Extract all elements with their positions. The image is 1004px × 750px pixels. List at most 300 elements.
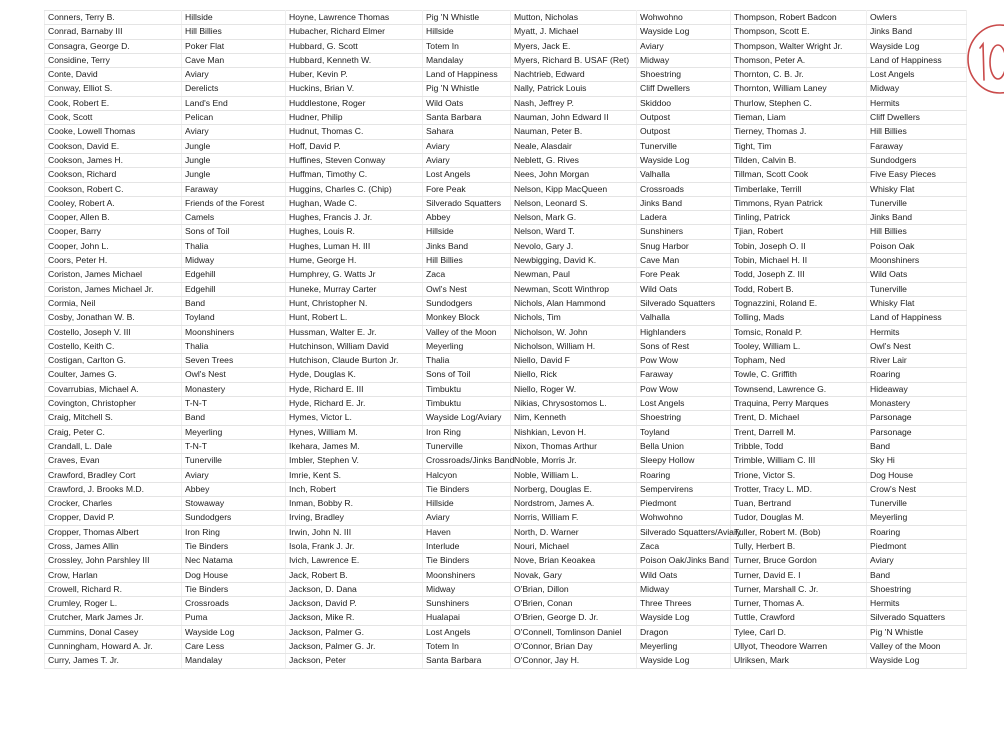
member-name-cell: Cooper, Barry bbox=[45, 225, 182, 239]
member-name-cell: Tribble, Todd bbox=[731, 439, 867, 453]
camp-cell: Tie Binders bbox=[182, 539, 286, 553]
member-name-cell: Cropper, Thomas Albert bbox=[45, 525, 182, 539]
member-name-cell: Niello, Rick bbox=[511, 368, 637, 382]
member-name-cell: Imbler, Stephen V. bbox=[286, 454, 423, 468]
member-name-cell: Nishkian, Levon H. bbox=[511, 425, 637, 439]
camp-cell: Piedmont bbox=[637, 497, 731, 511]
member-name-cell: Cooke, Lowell Thomas bbox=[45, 125, 182, 139]
member-name-cell: Jackson, David P. bbox=[286, 597, 423, 611]
member-name-cell: Hunt, Christopher N. bbox=[286, 296, 423, 310]
member-name-cell: Curry, James T. Jr. bbox=[45, 654, 182, 668]
handwritten-page-number bbox=[964, 18, 1004, 100]
table-row bbox=[45, 268, 967, 282]
table-row bbox=[45, 254, 967, 268]
table-row bbox=[45, 582, 967, 596]
camp-cell: Tunerville bbox=[867, 196, 967, 210]
camp-cell: Wayside Log bbox=[637, 25, 731, 39]
member-name-cell: Hussman, Walter E. Jr. bbox=[286, 325, 423, 339]
member-name-cell: Tudor, Douglas M. bbox=[731, 511, 867, 525]
camp-cell: Tie Binders bbox=[423, 554, 511, 568]
camp-cell: Abbey bbox=[182, 482, 286, 496]
table-row bbox=[45, 25, 967, 39]
camp-cell: Jungle bbox=[182, 168, 286, 182]
member-name-cell: Tierney, Thomas J. bbox=[731, 125, 867, 139]
camp-cell: Totem In bbox=[423, 640, 511, 654]
table-row bbox=[45, 625, 967, 639]
camp-cell: Lost Angels bbox=[637, 397, 731, 411]
member-name-cell: Hutchinson, William David bbox=[286, 339, 423, 353]
member-name-cell: Crowell, Richard R. bbox=[45, 582, 182, 596]
member-name-cell: Trent, Darrell M. bbox=[731, 425, 867, 439]
member-name-cell: Tobin, Joseph O. II bbox=[731, 239, 867, 253]
member-name-cell: Crossley, John Parshley III bbox=[45, 554, 182, 568]
member-name-cell: Hynes, William M. bbox=[286, 425, 423, 439]
member-name-cell: Tillman, Scott Cook bbox=[731, 168, 867, 182]
member-name-cell: Trione, Victor S. bbox=[731, 468, 867, 482]
member-name-cell: Crutcher, Mark James Jr. bbox=[45, 611, 182, 625]
member-name-cell: Cookson, Richard bbox=[45, 168, 182, 182]
member-name-cell: Tully, Herbert B. bbox=[731, 539, 867, 553]
camp-cell: Cave Man bbox=[182, 53, 286, 67]
camp-cell: Valhalla bbox=[637, 311, 731, 325]
camp-cell: Valhalla bbox=[637, 168, 731, 182]
member-name-cell: Thornton, William Laney bbox=[731, 82, 867, 96]
table-row bbox=[45, 168, 967, 182]
camp-cell: Hermits bbox=[867, 325, 967, 339]
member-name-cell: Coulter, James G. bbox=[45, 368, 182, 382]
member-name-cell: Nicholson, William H. bbox=[511, 339, 637, 353]
member-name-cell: Turner, Thomas A. bbox=[731, 597, 867, 611]
camp-cell: Tunerville bbox=[867, 282, 967, 296]
member-name-cell: Ikehara, James M. bbox=[286, 439, 423, 453]
camp-cell: Timbuktu bbox=[423, 397, 511, 411]
table-row bbox=[45, 411, 967, 425]
member-name-cell: Hubbard, G. Scott bbox=[286, 39, 423, 53]
table-row bbox=[45, 368, 967, 382]
camp-cell: Faraway bbox=[182, 182, 286, 196]
camp-cell: Wayside Log bbox=[867, 654, 967, 668]
member-name-cell: Trotter, Tracy L. MD. bbox=[731, 482, 867, 496]
member-name-cell: Nachtrieb, Edward bbox=[511, 68, 637, 82]
roster-table bbox=[44, 10, 967, 669]
camp-cell: Three Threes bbox=[637, 597, 731, 611]
member-name-cell: Newman, Scott Winthrop bbox=[511, 282, 637, 296]
member-name-cell: Hyde, Douglas K. bbox=[286, 368, 423, 382]
member-name-cell: Conrad, Barnaby III bbox=[45, 25, 182, 39]
table-row bbox=[45, 339, 967, 353]
member-name-cell: Thompson, Robert Badcon bbox=[731, 11, 867, 25]
camp-cell: Midway bbox=[637, 582, 731, 596]
member-name-cell: Tieman, Liam bbox=[731, 111, 867, 125]
member-name-cell: Newman, Paul bbox=[511, 268, 637, 282]
member-name-cell: Tuller, Robert M. (Bob) bbox=[731, 525, 867, 539]
camp-cell: Haven bbox=[423, 525, 511, 539]
camp-cell: Wild Oats bbox=[423, 96, 511, 110]
camp-cell: Wohwohno bbox=[637, 11, 731, 25]
member-name-cell: Jackson, Mike R. bbox=[286, 611, 423, 625]
member-name-cell: Turner, Bruce Gordon bbox=[731, 554, 867, 568]
member-name-cell: Jackson, D. Dana bbox=[286, 582, 423, 596]
camp-cell: Hillside bbox=[423, 497, 511, 511]
camp-cell: Dog House bbox=[182, 568, 286, 582]
camp-cell: Iron Ring bbox=[423, 425, 511, 439]
table-row bbox=[45, 439, 967, 453]
camp-cell: Aviary bbox=[637, 39, 731, 53]
camp-cell: Edgehill bbox=[182, 282, 286, 296]
member-name-cell: Nauman, John Edward II bbox=[511, 111, 637, 125]
member-name-cell: Norberg, Douglas E. bbox=[511, 482, 637, 496]
member-name-cell: Huneke, Murray Carter bbox=[286, 282, 423, 296]
camp-cell: Silverado Squatters bbox=[637, 296, 731, 310]
camp-cell: Thalia bbox=[182, 239, 286, 253]
camp-cell: Sleepy Hollow bbox=[637, 454, 731, 468]
camp-cell: Whisky Flat bbox=[867, 182, 967, 196]
table-row bbox=[45, 139, 967, 153]
table-row bbox=[45, 354, 967, 368]
camp-cell: Nec Natama bbox=[182, 554, 286, 568]
member-name-cell: Hudnut, Thomas C. bbox=[286, 125, 423, 139]
camp-cell: Band bbox=[182, 296, 286, 310]
camp-cell: Friends of the Forest bbox=[182, 196, 286, 210]
member-name-cell: Costello, Joseph V. III bbox=[45, 325, 182, 339]
camp-cell: Sky Hi bbox=[867, 454, 967, 468]
member-name-cell: Costello, Keith C. bbox=[45, 339, 182, 353]
table-row bbox=[45, 182, 967, 196]
member-name-cell: Noble, William L. bbox=[511, 468, 637, 482]
camp-cell: Faraway bbox=[637, 368, 731, 382]
member-name-cell: Jackson, Palmer G. bbox=[286, 625, 423, 639]
member-name-cell: Cookson, James H. bbox=[45, 153, 182, 167]
camp-cell: Mandalay bbox=[423, 53, 511, 67]
member-name-cell: Myers, Jack E. bbox=[511, 39, 637, 53]
camp-cell: Highlanders bbox=[637, 325, 731, 339]
camp-cell: Zaca bbox=[423, 268, 511, 282]
camp-cell: Sons of Toil bbox=[423, 368, 511, 382]
member-name-cell: Myatt, J. Michael bbox=[511, 25, 637, 39]
member-name-cell: Neblett, G. Rives bbox=[511, 153, 637, 167]
member-name-cell: Tolling, Mads bbox=[731, 311, 867, 325]
table-row bbox=[45, 568, 967, 582]
camp-cell: Sons of Rest bbox=[637, 339, 731, 353]
member-name-cell: Jackson, Peter bbox=[286, 654, 423, 668]
camp-cell: T-N-T bbox=[182, 397, 286, 411]
camp-cell: Santa Barbara bbox=[423, 654, 511, 668]
camp-cell: Hermits bbox=[867, 96, 967, 110]
table-row bbox=[45, 53, 967, 67]
member-name-cell: Ivich, Lawrence E. bbox=[286, 554, 423, 568]
member-name-cell: Jack, Robert B. bbox=[286, 568, 423, 582]
table-row bbox=[45, 554, 967, 568]
member-name-cell: Turner, Marshall C. Jr. bbox=[731, 582, 867, 596]
camp-cell: Dragon bbox=[637, 625, 731, 639]
camp-cell: Monastery bbox=[182, 382, 286, 396]
member-name-cell: Niello, Roger W. bbox=[511, 382, 637, 396]
camp-cell: Camels bbox=[182, 211, 286, 225]
camp-cell: Parsonage bbox=[867, 425, 967, 439]
member-name-cell: Tobin, Michael H. II bbox=[731, 254, 867, 268]
member-name-cell: Nordstrom, James A. bbox=[511, 497, 637, 511]
camp-cell: Santa Barbara bbox=[423, 111, 511, 125]
member-name-cell: Townsend, Lawrence G. bbox=[731, 382, 867, 396]
camp-cell: Silverado Squatters/Aviary bbox=[637, 525, 731, 539]
camp-cell: Pow Wow bbox=[637, 354, 731, 368]
member-name-cell: Craves, Evan bbox=[45, 454, 182, 468]
camp-cell: Wayside Log bbox=[182, 625, 286, 639]
camp-cell: Pow Wow bbox=[637, 382, 731, 396]
camp-cell: Sundodgers bbox=[867, 153, 967, 167]
camp-cell: Care Less bbox=[182, 640, 286, 654]
member-name-cell: O'Connell, Tomlinson Daniel bbox=[511, 625, 637, 639]
member-name-cell: Tognazzini, Roland E. bbox=[731, 296, 867, 310]
camp-cell: Midway bbox=[637, 53, 731, 67]
camp-cell: Wayside Log bbox=[637, 153, 731, 167]
table-row bbox=[45, 325, 967, 339]
camp-cell: Roaring bbox=[867, 368, 967, 382]
member-name-cell: Nove, Brian Keoakea bbox=[511, 554, 637, 568]
member-name-cell: Tuttle, Crawford bbox=[731, 611, 867, 625]
camp-cell: Derelicts bbox=[182, 82, 286, 96]
member-name-cell: Hyde, Richard E. III bbox=[286, 382, 423, 396]
member-name-cell: Nichols, Tim bbox=[511, 311, 637, 325]
table-row bbox=[45, 239, 967, 253]
member-name-cell: Cummins, Donal Casey bbox=[45, 625, 182, 639]
member-name-cell: Tomsic, Ronald P. bbox=[731, 325, 867, 339]
member-name-cell: Huffman, Timothy C. bbox=[286, 168, 423, 182]
member-name-cell: Nichols, Alan Hammond bbox=[511, 296, 637, 310]
member-name-cell: Covington, Christopher bbox=[45, 397, 182, 411]
camp-cell: Mandalay bbox=[182, 654, 286, 668]
camp-cell: Tunerville bbox=[867, 497, 967, 511]
member-name-cell: Hume, George H. bbox=[286, 254, 423, 268]
camp-cell: Owl's Nest bbox=[867, 339, 967, 353]
camp-cell: Pig 'N Whistle bbox=[423, 82, 511, 96]
table-row bbox=[45, 282, 967, 296]
table-row bbox=[45, 82, 967, 96]
camp-cell: Cave Man bbox=[637, 254, 731, 268]
member-name-cell: Nelson, Ward T. bbox=[511, 225, 637, 239]
camp-cell: Hill Billies bbox=[182, 25, 286, 39]
camp-cell: Seven Trees bbox=[182, 354, 286, 368]
member-name-cell: Nelson, Mark G. bbox=[511, 211, 637, 225]
table-row bbox=[45, 525, 967, 539]
camp-cell: Sons of Toil bbox=[182, 225, 286, 239]
camp-cell: Jinks Band bbox=[867, 211, 967, 225]
camp-cell: Wohwohno bbox=[637, 511, 731, 525]
table-row bbox=[45, 111, 967, 125]
member-name-cell: Hudner, Philip bbox=[286, 111, 423, 125]
table-row bbox=[45, 454, 967, 468]
camp-cell: Skiddoo bbox=[637, 96, 731, 110]
camp-cell: Lost Angels bbox=[867, 68, 967, 82]
camp-cell: Owlers bbox=[867, 11, 967, 25]
camp-cell: Hillside bbox=[423, 25, 511, 39]
member-name-cell: Huddlestone, Roger bbox=[286, 96, 423, 110]
member-name-cell: O'Connor, Jay H. bbox=[511, 654, 637, 668]
camp-cell: Silverado Squatters bbox=[867, 611, 967, 625]
camp-cell: Tie Binders bbox=[182, 582, 286, 596]
member-name-cell: Cooley, Robert A. bbox=[45, 196, 182, 210]
member-name-cell: Hyde, Richard E. Jr. bbox=[286, 397, 423, 411]
member-name-cell: Topham, Ned bbox=[731, 354, 867, 368]
member-name-cell: Nixon, Thomas Arthur bbox=[511, 439, 637, 453]
member-name-cell: Jackson, Palmer G. Jr. bbox=[286, 640, 423, 654]
camp-cell: Aviary bbox=[423, 511, 511, 525]
table-row bbox=[45, 96, 967, 110]
member-name-cell: Nauman, Peter B. bbox=[511, 125, 637, 139]
member-name-cell: Conte, David bbox=[45, 68, 182, 82]
member-name-cell: Cross, James Allin bbox=[45, 539, 182, 553]
member-name-cell: Nelson, Kipp MacQueen bbox=[511, 182, 637, 196]
member-name-cell: Timberlake, Terrill bbox=[731, 182, 867, 196]
member-name-cell: Norris, William F. bbox=[511, 511, 637, 525]
member-name-cell: Conway, Elliot S. bbox=[45, 82, 182, 96]
camp-cell: Fore Peak bbox=[637, 268, 731, 282]
table-row bbox=[45, 39, 967, 53]
camp-cell: Sunshiners bbox=[637, 225, 731, 239]
member-name-cell: Cunningham, Howard A. Jr. bbox=[45, 640, 182, 654]
camp-cell: Lost Angels bbox=[423, 625, 511, 639]
camp-cell: Hualapai bbox=[423, 611, 511, 625]
camp-cell: Thalia bbox=[182, 339, 286, 353]
camp-cell: Cliff Dwellers bbox=[867, 111, 967, 125]
table-row bbox=[45, 654, 967, 668]
member-name-cell: Huber, Kevin P. bbox=[286, 68, 423, 82]
camp-cell: Roaring bbox=[637, 468, 731, 482]
camp-cell: Silverado Squatters bbox=[423, 196, 511, 210]
camp-cell: Moonshiners bbox=[423, 568, 511, 582]
member-name-cell: Inman, Bobby R. bbox=[286, 497, 423, 511]
member-name-cell: Cooper, Allen B. bbox=[45, 211, 182, 225]
member-name-cell: Craig, Mitchell S. bbox=[45, 411, 182, 425]
camp-cell: Fore Peak bbox=[423, 182, 511, 196]
member-name-cell: Cookson, David E. bbox=[45, 139, 182, 153]
camp-cell: Whisky Flat bbox=[867, 296, 967, 310]
camp-cell: T-N-T bbox=[182, 439, 286, 453]
member-name-cell: Cookson, Robert C. bbox=[45, 182, 182, 196]
member-name-cell: Thomson, Peter A. bbox=[731, 53, 867, 67]
member-name-cell: Nouri, Michael bbox=[511, 539, 637, 553]
member-name-cell: Coriston, James Michael bbox=[45, 268, 182, 282]
member-name-cell: Nash, Jeffrey P. bbox=[511, 96, 637, 110]
member-name-cell: Hubbard, Kenneth W. bbox=[286, 53, 423, 67]
member-name-cell: Consagra, George D. bbox=[45, 39, 182, 53]
member-name-cell: Towle, C. Griffith bbox=[731, 368, 867, 382]
member-name-cell: O'Brien, George D. Jr. bbox=[511, 611, 637, 625]
camp-cell: Puma bbox=[182, 611, 286, 625]
member-name-cell: Imrie, Kent S. bbox=[286, 468, 423, 482]
camp-cell: Meyerling bbox=[637, 640, 731, 654]
camp-cell: Crow's Nest bbox=[867, 482, 967, 496]
member-name-cell: Nelson, Leonard S. bbox=[511, 196, 637, 210]
member-name-cell: Newbigging, David K. bbox=[511, 254, 637, 268]
camp-cell: Wayside Log bbox=[637, 611, 731, 625]
camp-cell: Crossroads/Jinks Band bbox=[423, 454, 511, 468]
camp-cell: Aviary bbox=[423, 153, 511, 167]
member-name-cell: Thurlow, Stephen C. bbox=[731, 96, 867, 110]
member-name-cell: Hughan, Wade C. bbox=[286, 196, 423, 210]
table-row bbox=[45, 482, 967, 496]
member-name-cell: Turner, David E. I bbox=[731, 568, 867, 582]
camp-cell: Ladera bbox=[637, 211, 731, 225]
camp-cell: Crossroads bbox=[182, 597, 286, 611]
camp-cell: Sempervirens bbox=[637, 482, 731, 496]
camp-cell: Land of Happiness bbox=[867, 311, 967, 325]
camp-cell: Band bbox=[867, 568, 967, 582]
member-name-cell: Huggins, Charles C. (Chip) bbox=[286, 182, 423, 196]
table-row bbox=[45, 311, 967, 325]
member-name-cell: Considine, Terry bbox=[45, 53, 182, 67]
camp-cell: Poison Oak bbox=[867, 239, 967, 253]
member-name-cell: Hunt, Robert L. bbox=[286, 311, 423, 325]
member-name-cell: Nicholson, W. John bbox=[511, 325, 637, 339]
member-name-cell: Tjian, Robert bbox=[731, 225, 867, 239]
member-name-cell: Neale, Alasdair bbox=[511, 139, 637, 153]
camp-cell: Cliff Dwellers bbox=[637, 82, 731, 96]
camp-cell: Iron Ring bbox=[182, 525, 286, 539]
member-name-cell: Tinling, Patrick bbox=[731, 211, 867, 225]
camp-cell: Shoestring bbox=[637, 411, 731, 425]
table-row bbox=[45, 640, 967, 654]
table-row bbox=[45, 11, 967, 25]
camp-cell: Hillside bbox=[423, 225, 511, 239]
member-name-cell: Nikias, Chrysostomos L. bbox=[511, 397, 637, 411]
table-row bbox=[45, 68, 967, 82]
camp-cell: Jinks Band bbox=[867, 25, 967, 39]
member-name-cell: Crawford, Bradley Cort bbox=[45, 468, 182, 482]
camp-cell: Jungle bbox=[182, 139, 286, 153]
table-row bbox=[45, 468, 967, 482]
member-name-cell: Cooper, John L. bbox=[45, 239, 182, 253]
camp-cell: Poker Flat bbox=[182, 39, 286, 53]
member-name-cell: Irwin, John N. III bbox=[286, 525, 423, 539]
camp-cell: Band bbox=[867, 439, 967, 453]
camp-cell: Roaring bbox=[867, 525, 967, 539]
member-name-cell: Ullyot, Theodore Warren bbox=[731, 640, 867, 654]
member-name-cell: O'Brian, Dillon bbox=[511, 582, 637, 596]
table-row bbox=[45, 153, 967, 167]
table-row bbox=[45, 397, 967, 411]
camp-cell: Aviary bbox=[182, 468, 286, 482]
camp-cell: Aviary bbox=[182, 68, 286, 82]
member-name-cell: O'Connor, Brian Day bbox=[511, 640, 637, 654]
member-name-cell: Hughes, Francis J. Jr. bbox=[286, 211, 423, 225]
table-row bbox=[45, 211, 967, 225]
member-name-cell: Costigan, Carlton G. bbox=[45, 354, 182, 368]
member-name-cell: Cormia, Neil bbox=[45, 296, 182, 310]
member-name-cell: Ulriksen, Mark bbox=[731, 654, 867, 668]
member-name-cell: Hoff, David P. bbox=[286, 139, 423, 153]
camp-cell: Monastery bbox=[867, 397, 967, 411]
member-name-cell: Trent, D. Michael bbox=[731, 411, 867, 425]
camp-cell: Tie Binders bbox=[423, 482, 511, 496]
table-row bbox=[45, 125, 967, 139]
camp-cell: Shoestring bbox=[867, 582, 967, 596]
member-name-cell: Irving, Bradley bbox=[286, 511, 423, 525]
camp-cell: Hillside bbox=[182, 11, 286, 25]
member-name-cell: Crow, Harlan bbox=[45, 568, 182, 582]
camp-cell: Land's End bbox=[182, 96, 286, 110]
member-name-cell: Cosby, Jonathan W. B. bbox=[45, 311, 182, 325]
member-name-cell: Conners, Terry B. bbox=[45, 11, 182, 25]
member-name-cell: Traquina, Perry Marques bbox=[731, 397, 867, 411]
member-name-cell: Coors, Peter H. bbox=[45, 254, 182, 268]
camp-cell: Sunshiners bbox=[423, 597, 511, 611]
member-name-cell: Huckins, Brian V. bbox=[286, 82, 423, 96]
member-name-cell: Cook, Scott bbox=[45, 111, 182, 125]
camp-cell: Wild Oats bbox=[637, 568, 731, 582]
camp-cell: Jinks Band bbox=[423, 239, 511, 253]
camp-cell: Thalia bbox=[423, 354, 511, 368]
